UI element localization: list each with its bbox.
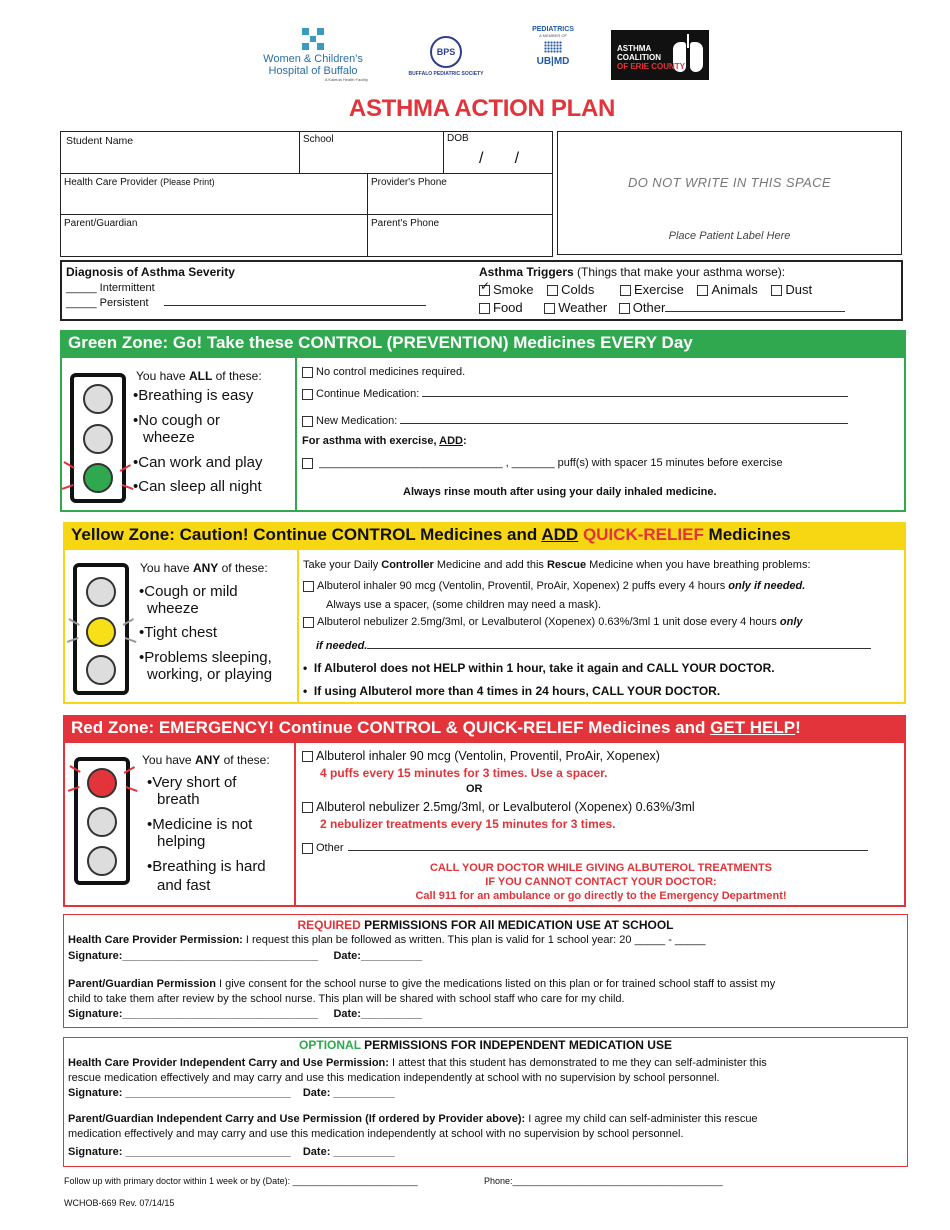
coalition-logo — [611, 30, 709, 80]
ubmd-main: UB|MD — [536, 56, 570, 67]
checkbox-icon — [302, 367, 313, 378]
spacer-note: Always use a spacer, (some children may need a mask). — [326, 599, 602, 611]
checkbox-icon — [620, 285, 631, 296]
yellow-symptom-2: •Tight chest — [139, 624, 218, 641]
red-nebulizer-option[interactable] — [302, 800, 695, 814]
dob-field[interactable] — [443, 131, 553, 173]
red-symptom-2a: •Medicine is not — [147, 816, 253, 833]
red-title-help: GET HELP — [710, 718, 796, 737]
yellow-title-1: Yellow Zone: Caution! Continue CONTROL Medicines and — [71, 525, 542, 544]
or-text: OR — [466, 783, 483, 795]
inhaler-label: Albuterol inhaler 90 mcg (Ventolin, Proventil, ProAir, Xopenex) 2 puffs every 4 hours — [317, 580, 729, 592]
form-id: WCHOB-669 Rev. 07/14/15 — [64, 1198, 175, 1208]
nebulizer-italic: only — [779, 616, 803, 628]
optional-title-rest: PERMISSIONS FOR INDEPENDENT MEDICATION USE — [360, 1038, 672, 1052]
student-name-field[interactable]: Student Name — [66, 135, 134, 147]
optional-word: OPTIONAL — [299, 1038, 361, 1052]
new-med-line — [400, 423, 848, 424]
weather-label: Weather — [558, 300, 608, 315]
trigger-smoke[interactable] — [479, 279, 534, 297]
par-carry-t1: I agree my child can self-administer this rescue — [525, 1113, 758, 1125]
ubmd-logo — [530, 26, 576, 82]
continue-med-line — [422, 396, 848, 397]
cannot-contact-text: IF YOU CANNOT CONTACT YOUR DOCTOR: — [485, 876, 717, 888]
yellow-symptom-3a: •Problems sleeping, — [139, 649, 272, 666]
parent-phone-field[interactable]: Parent's Phone — [371, 218, 440, 229]
light-off-icon — [86, 655, 116, 685]
inhaler-italic: only if needed. — [728, 580, 806, 592]
dob-label: DOB — [447, 133, 469, 144]
hcp-carry-signature[interactable]: Signature: ___________________________ Date: __________ — [68, 1087, 395, 1099]
school-field[interactable]: School — [303, 134, 334, 145]
r0-3: Medicine when you have breathing problems: — [586, 559, 811, 571]
parent-permission-2: child to take them after review by the school nurse. This plan will be shared with school staff who care for my child. — [68, 993, 625, 1005]
no-control-option[interactable] — [302, 366, 465, 378]
red-symptom-1a: •Very short of — [147, 774, 237, 791]
checkbox-icon — [303, 617, 314, 628]
exercise-post: : — [463, 435, 467, 447]
hcp-t: I request this plan be followed as written. This plan is valid for 1 school year: 20 _____ - _____ — [242, 934, 706, 946]
dust-label: Dust — [785, 282, 813, 297]
required-word: REQUIRED — [297, 918, 361, 932]
red-symptom-3a: •Breathing is hard — [147, 858, 266, 875]
red-nebulizer-label: Albuterol nebulizer 2.5mg/3ml, or Levalbuterol (Xopenex) 0.63%/3ml — [316, 800, 695, 814]
new-med-label: New Medication: — [316, 415, 398, 427]
r0-rescue: Rescue — [546, 559, 587, 571]
yellow-symptom-1a: •Cough or mild — [139, 583, 238, 600]
warning-1-text: If Albuterol does not HELP within 1 hour, take it again and CALL YOUR DOCTOR. — [313, 661, 775, 675]
red-nebulizer-dose: 2 nebulizer treatments every 15 minutes for 3 times. — [320, 817, 616, 831]
wch-name-1: Women & Children's — [263, 53, 363, 65]
hcp-carry-permission — [68, 1057, 767, 1069]
coalition-1: ASTHMA — [617, 44, 652, 53]
animals-label: Animals — [711, 282, 758, 297]
parent-signature-line[interactable]: Signature:________________________________ Date:__________ — [68, 1008, 423, 1020]
hcp-b: Health Care Provider Permission: — [68, 934, 243, 946]
bps-name: BUFFALO PEDIATRIC SOCIETY — [408, 71, 484, 77]
continue-med-option[interactable] — [302, 388, 848, 400]
coalition-3: OF ERIE COUNTY — [617, 62, 686, 71]
parent-carry-permission-2: medication effectively and may carry and use this medication independently at school with no supervision by school personnel. — [68, 1128, 684, 1140]
red-title-1: Red Zone: EMERGENCY! Continue CONTROL & QUICK-RELIEF Medicines and — [71, 718, 711, 737]
checkbox-icon — [302, 802, 313, 813]
exercise-med-option[interactable] — [302, 457, 782, 469]
green-zone-title: Green Zone: Go! Take these CONTROL (PREVENTION) Medicines EVERY Day — [60, 330, 906, 358]
wch-logo — [258, 28, 368, 84]
have-post: of these: — [218, 561, 268, 575]
have-post: of these: — [212, 369, 262, 383]
other-label: Other — [632, 300, 666, 315]
trigger-exercise[interactable] — [620, 282, 684, 297]
light-off-icon — [83, 384, 113, 414]
exercise-add: ADD — [439, 435, 463, 447]
ubmd-dots-icon — [544, 41, 562, 53]
checkbox-icon — [302, 843, 313, 854]
green-symptom-2a: •No cough or — [133, 412, 220, 429]
par-b: Parent/Guardian Permission — [68, 978, 216, 990]
green-light-icon — [83, 463, 113, 493]
triggers-title — [479, 265, 785, 279]
albuterol-nebulizer-option[interactable] — [303, 616, 803, 628]
hcp-carry-t1: I attest that this student has demonstrated to me they can self-administer this — [388, 1057, 767, 1069]
yellow-have-text — [140, 561, 268, 575]
checkbox-icon — [547, 285, 558, 296]
provider-phone-field[interactable]: Provider's Phone — [371, 177, 447, 188]
exercise-label: Exercise — [633, 282, 684, 297]
have-post: of these: — [220, 753, 270, 767]
hcp-permission — [68, 934, 706, 946]
provider-label: Health Care Provider — [64, 177, 158, 188]
wch-tag: A Kaleida Health Facility — [324, 77, 368, 82]
bps-logo — [396, 36, 496, 82]
provider-note: (Please Print) — [160, 177, 215, 187]
green-symptom-2b: wheeze — [143, 429, 195, 446]
red-have-text — [142, 753, 270, 767]
followup-field[interactable]: Follow up with primary doctor within 1 week or by (Date): _________________________ — [64, 1176, 418, 1186]
have-pre: You have — [136, 369, 189, 383]
checkbox-icon — [619, 303, 630, 314]
hcp-carry-b: Health Care Provider Independent Carry and Use Permission: — [68, 1057, 389, 1069]
checkbox-icon — [302, 458, 313, 469]
triggers-title-bold: Asthma Triggers — [479, 265, 574, 279]
wch-mark-icon — [302, 28, 324, 50]
wch-name-2: Hospital of Buffalo — [268, 65, 358, 77]
r0-1: Take your Daily — [303, 559, 382, 571]
ubmd-mid: A MEMBER OF — [539, 33, 567, 38]
required-title — [63, 918, 908, 932]
page-title: ASTHMA ACTION PLAN — [348, 95, 616, 122]
yellow-title-2: Medicines — [703, 525, 791, 544]
required-title-rest: PERMISSIONS FOR All MEDICATION USE AT SCHOOL — [360, 918, 674, 932]
checkbox-icon — [479, 303, 490, 314]
trigger-colds[interactable] — [547, 282, 594, 297]
provider-field[interactable] — [60, 175, 366, 213]
checkbox-icon — [303, 581, 314, 592]
light-off-icon — [87, 846, 117, 876]
checkbox-icon — [302, 416, 313, 427]
severity-title: Diagnosis of Asthma Severity — [66, 265, 235, 279]
call-doctor-text: CALL YOUR DOCTOR WHILE GIVING ALBUTEROL TREATMENTS — [429, 862, 773, 874]
continue-med-label: Continue Medication: — [316, 388, 420, 400]
severity-box — [60, 260, 903, 321]
other-line — [665, 311, 845, 312]
triggers-note: (Things that make your asthma worse): — [577, 265, 786, 279]
exercise-med-label: ______________________________ , _______ puff(s) with spacer 15 minutes before exercise — [319, 457, 783, 469]
light-off-icon — [86, 577, 116, 607]
par-t1: I give consent for the school nurse to give the medications listed on this plan or for trained school staff to assist my — [215, 978, 776, 990]
checkbox-icon — [697, 285, 708, 296]
red-inhaler-option[interactable] — [302, 749, 660, 763]
light-off-icon — [83, 424, 113, 454]
red-zone-title — [63, 715, 906, 743]
red-other-line — [348, 850, 868, 851]
have-pre: You have — [142, 753, 195, 767]
optional-title — [63, 1038, 908, 1052]
intermittent-option[interactable]: _____ Intermittent — [66, 282, 155, 294]
label-here-text: Place Patient Label Here — [668, 230, 791, 242]
food-label: Food — [493, 300, 523, 315]
red-inhaler-dose: 4 puffs every 15 minutes for 3 times. Use a spacer. — [320, 766, 608, 780]
red-symptom-3b: and fast — [157, 877, 211, 894]
green-symptom-4: •Can sleep all night — [133, 478, 262, 495]
patient-label-box — [557, 131, 902, 255]
red-title-2: ! — [795, 718, 801, 737]
if-needed-text: if needed. — [316, 640, 368, 652]
hcp-signature-line[interactable]: Signature:________________________________ Date:__________ — [68, 950, 423, 962]
if-needed-underline — [367, 648, 871, 649]
trigger-weather[interactable] — [544, 300, 607, 315]
do-not-write-text: DO NOT WRITE IN THIS SPACE — [627, 175, 831, 190]
checkbox-icon — [771, 285, 782, 296]
parent-field[interactable]: Parent/Guardian — [64, 218, 138, 229]
phone-field[interactable]: Phone:__________________________________________ — [484, 1176, 723, 1186]
parent-carry-signature[interactable]: Signature: ___________________________ Date: __________ — [68, 1146, 395, 1158]
red-inhaler-label: Albuterol inhaler 90 mcg (Ventolin, Proventil, ProAir, Xopenex) — [316, 749, 660, 763]
trigger-other[interactable] — [619, 300, 846, 315]
green-symptom-3: •Can work and play — [133, 454, 263, 471]
smoke-label: Smoke — [493, 282, 534, 297]
exercise-pre: For asthma with exercise, — [302, 435, 440, 447]
have-word: ANY — [192, 561, 219, 575]
hcp-carry-permission-2: rescue medication effectively and may carry and use this medication independently at school with no supervision by school personnel. — [68, 1072, 720, 1084]
ubmd-top: PEDIATRICS — [532, 26, 574, 33]
r0-ctrl: Controller — [381, 559, 434, 571]
bps-seal-icon: BPS — [430, 36, 462, 68]
red-other-label: Other — [316, 842, 344, 854]
no-control-label: No control medicines required. — [316, 366, 466, 378]
checkbox-icon — [302, 389, 313, 400]
red-symptom-2b: helping — [157, 833, 206, 850]
r0-2: Medicine and add this — [433, 559, 547, 571]
yellow-instruction — [303, 559, 811, 571]
dob-slashes: / / — [479, 150, 520, 167]
par-carry-b: Parent/Guardian Independent Carry and Use Permission (If ordered by Provider above): — [68, 1113, 526, 1125]
persistent-label: _____ Persistent — [66, 297, 149, 309]
coalition-2: COALITION — [617, 53, 661, 62]
green-have-text — [136, 369, 262, 383]
persistent-line — [164, 305, 426, 306]
nebulizer-label: Albuterol nebulizer 2.5mg/3ml, or Levalbuterol (Xopenex) 0.63%/3ml 1 unit dose every 4 hours — [317, 616, 780, 628]
parent-permission — [68, 978, 775, 990]
albuterol-inhaler-option[interactable] — [303, 580, 805, 592]
checked-box-icon: ✓ — [479, 285, 490, 296]
yellow-light-icon — [86, 617, 116, 647]
rinse-note: Always rinse mouth after using your daily inhaled medicine. — [403, 486, 717, 498]
light-off-icon — [87, 807, 117, 837]
have-word: ALL — [188, 369, 213, 383]
new-med-option[interactable] — [302, 415, 848, 427]
have-pre: You have — [140, 561, 193, 575]
parent-carry-permission — [68, 1113, 758, 1125]
warning-2-text: If using Albuterol more than 4 times in 24 hours, CALL YOUR DOCTOR. — [313, 684, 721, 698]
yellow-symptom-1b: wheeze — [147, 600, 199, 617]
yellow-title-qr: QUICK-RELIEF — [582, 525, 704, 544]
yellow-warning-1: • If Albuterol does not HELP within 1 hour, take it again and CALL YOUR DOCTOR. — [303, 661, 775, 675]
colds-label: Colds — [561, 282, 595, 297]
yellow-warning-2: • If using Albuterol more than 4 times in 24 hours, CALL YOUR DOCTOR. — [303, 684, 721, 698]
yellow-zone-title — [63, 522, 906, 550]
have-word: ANY — [194, 753, 221, 767]
exercise-note — [302, 435, 467, 447]
red-light-icon — [87, 768, 117, 798]
checkbox-icon — [302, 751, 313, 762]
trigger-animals[interactable] — [697, 282, 757, 297]
trigger-dust[interactable] — [771, 282, 812, 297]
trigger-food[interactable] — [479, 300, 523, 315]
red-other-option[interactable] — [302, 842, 868, 854]
checkbox-icon — [544, 303, 555, 314]
yellow-symptom-3b: working, or playing — [147, 666, 273, 683]
if-needed-line — [316, 640, 871, 652]
green-symptom-1: •Breathing is easy — [133, 387, 254, 404]
red-symptom-1b: breath — [157, 791, 200, 808]
call-911-text: Call 911 for an ambulance or go directly to the Emergency Department! — [415, 890, 787, 902]
persistent-option[interactable] — [66, 297, 426, 309]
yellow-title-add: ADD — [541, 525, 579, 544]
